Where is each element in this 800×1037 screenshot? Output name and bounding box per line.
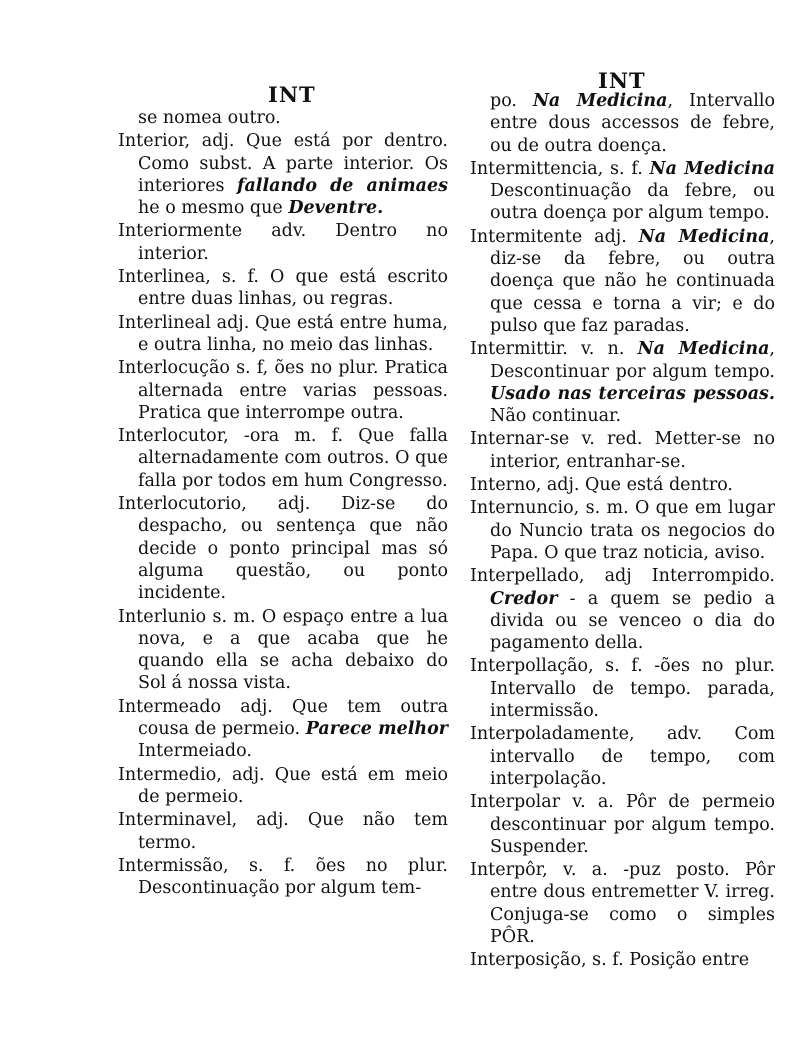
entry-text: he o mesmo que [138,198,289,219]
dictionary-entry [470,226,775,337]
page-header-right: INT [598,68,646,93]
dictionary-entry: Interlocução s. f, ões no plur. Pratica alternada entre varias pessoas. Pratica que interrompe outra. [118,358,448,423]
entry-text: Intermittencia, s. f. [470,158,650,179]
dictionary-entry: Interno, adj. Que está dentro. [470,475,733,496]
entry-italic-text: Na Medicina [637,339,770,360]
entry-text: Não continuar. [490,406,622,427]
entry-text: Descontinuação da febre, ou outra doença por algum tempo. [490,181,775,224]
entry-continuation: se nomea outro. [138,108,281,128]
dictionary-entry: Interpollação, s. f. -ões no plur. Intervallo de tempo. parada, intermissão. [470,656,775,722]
entry-italic-text: fallando de animaes [236,175,448,196]
dictionary-entry: Interlineal adj. Que está entre huma, e outra linha, no meio das linhas. [118,312,448,355]
dictionary-entry [470,338,775,427]
entry-continuation [470,90,775,157]
entry-text: Interior, adj. Que está por dentro. Como subst. A parte interior. Os interiores [118,131,448,196]
entry-text: Interpellado, adj Interrompido. [470,566,775,587]
dictionary-entry: Interlocutor, -ora m. f. Que falla alternadamente com outros. O que falla por todos em hum Congresso. [118,426,448,491]
entry-text: po. [490,91,533,111]
dictionary-entry: Interiormente adv. Dentro no interior. [118,221,448,264]
dictionary-entry [118,130,448,219]
entry-italic-text: Na Medicina [532,91,668,111]
entry-text: Intermitente adj. [470,226,639,247]
left-entries [118,107,448,900]
entry-text: Intermittir. v. n. [470,339,638,360]
dictionary-entry: Interpoladamente, adv. Com intervallo de tempo, com interpolação. [470,724,775,789]
dictionary-entry: Intermissão, s. f. ões no plur. Descontinuação por algum tem- [118,855,448,899]
dictionary-entry: Interlinea, s. f. O que está escrito entre duas linhas, ou regras. [118,267,448,310]
page-header-left: INT [268,82,316,107]
dictionary-entry: Intermedio, adj. Que está em meio de permeio. [118,764,448,807]
entry-italic-text: Usado nas terceiras pessoas. [490,383,775,404]
entry-italic-text: Parece melhor [305,719,448,740]
dictionary-entry [470,158,775,225]
entry-text: Intermeiado. [138,741,252,762]
dictionary-entry: Interlocutorio, adj. Diz-se do despacho, ou sentença que não decide o ponto principal mas só alguma questão, ou ponto incidente. [118,494,448,604]
dictionary-entry: Interposição, s. f. Posição entre [470,950,750,971]
entry-italic-text: Na Medicina [649,158,775,179]
entry-italic-text: Deventre. [288,198,384,219]
dictionary-entry: Interpôr, v. a. -puz posto. Pôr entre dous entremetter V. irreg. Conjuga-se como o simples PÔR. [470,860,775,947]
dictionary-entry: Internuncio, s. m. O que em lugar do Nuncio trata os negocios do Papa. O que traz noticia, aviso. [470,498,775,563]
dictionary-entry: Interminavel, adj. Que não tem termo. [118,810,448,853]
dictionary-entry [470,565,775,654]
entry-text: - a quem se pedio a divida ou se venceo o dia do pagamento della. [490,588,775,654]
entry-text: , Descontinuar por algum tempo. [490,339,775,382]
entry-italic-text: Na Medicina [638,226,770,247]
entry-text: Intermeado adj. Que tem outra cousa de permeio. [118,696,448,740]
entry-text: , diz-se da febre, ou outra doença que não he continuada que cessa e torna a vir; e do pulso que faz paradas. [490,226,775,336]
dictionary-entry: Internar-se v. red. Metter-se no interior, entranhar-se. [470,429,775,472]
right-entries [470,90,775,973]
dictionary-entry: Interlunio s. m. O espaço entre a lua nova, e a que acaba que he quando ella se acha debaixo do Sol á nossa vista. [118,606,448,694]
dictionary-entry: Interpolar v. a. Pôr de permeio descontinuar por algum tempo. Suspender. [470,792,775,857]
entry-text: , Intervallo entre dous accessos de febre, ou de outra doença. [490,91,775,156]
dictionary-entry [118,696,448,763]
entry-italic-text: Credor [490,588,558,609]
